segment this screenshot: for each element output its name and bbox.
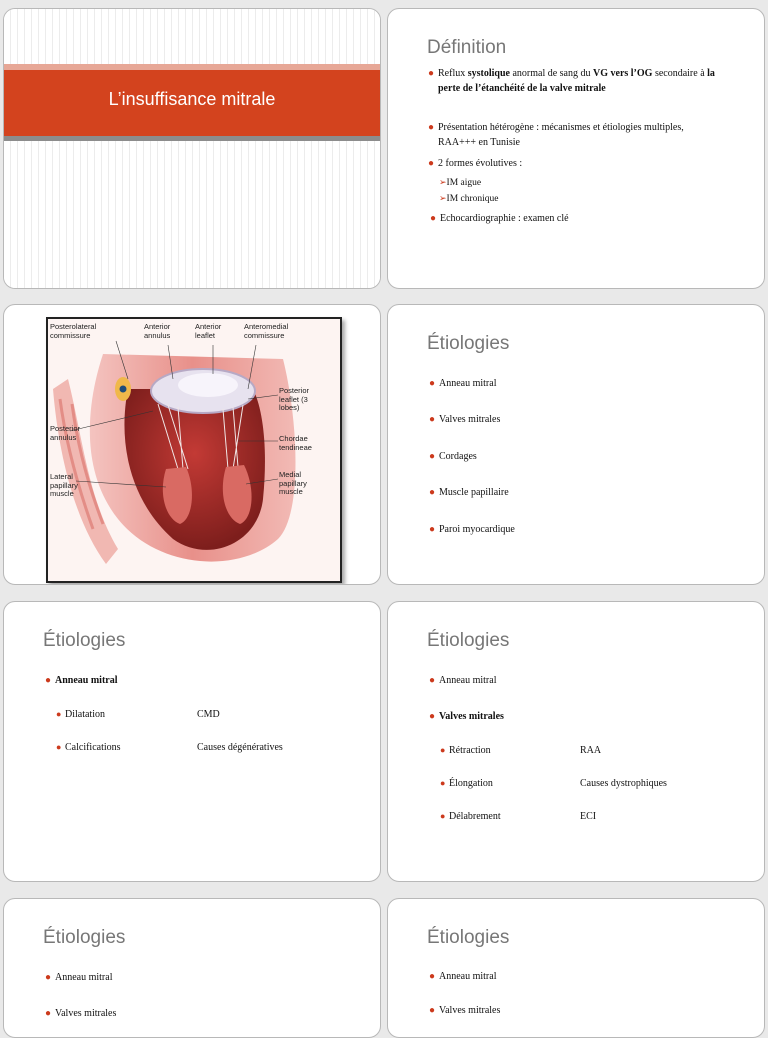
bullet-reflux: ● Reflux systolique anormal de sang du VG vers l’OG secondaire à la perte de l’étanchéité de la valve mitrale: [428, 68, 715, 94]
slide-heading: Définition: [427, 37, 507, 58]
list-item: ● Cordages: [439, 450, 477, 465]
list-item: ● Valves mitrales: [439, 413, 500, 428]
cause-raa: RAA: [580, 745, 602, 756]
sub-item-delabrement: ● Délabrement: [440, 811, 501, 822]
list-item: ● Anneau mitral: [439, 377, 496, 392]
slide-etiologies-7[interactable]: [3, 898, 381, 1038]
arrow-icon: ➢: [439, 177, 447, 187]
bullet-icon: ●: [429, 711, 436, 722]
bullet-icon: ●: [440, 811, 446, 821]
sub-item-calcifications: ● Calcifications: [56, 742, 121, 753]
list-item: ● Anneau mitral: [55, 971, 112, 986]
label-anteromedial-commissure: Anteromedial commissure: [244, 322, 289, 340]
bullet-icon: ●: [428, 158, 435, 169]
slide-etiologies-valves[interactable]: [387, 601, 765, 882]
label-anterior-leaflet: Anterior leaflet: [195, 322, 222, 340]
slide-heading: Étiologies: [427, 333, 510, 354]
bullet-formes: ● 2 formes évolutives :: [438, 157, 522, 172]
sub-item-dilatation: ● Dilatation: [56, 709, 105, 720]
list-item: ● Paroi myocardique: [439, 523, 515, 538]
bullet-icon: ●: [429, 524, 436, 535]
cause-degeneratives: Causes dégénératives: [197, 742, 283, 753]
slide-anatomy[interactable]: [3, 304, 381, 585]
bullet-icon: ●: [429, 451, 436, 462]
bullet-presentation: ● Présentation hétérogène : mécanismes et étiologies multiples, RAA+++ en Tunisie: [428, 122, 684, 148]
slide-heading: Étiologies: [43, 630, 126, 651]
cause-eci: ECI: [580, 811, 597, 822]
slide-heading: Étiologies: [427, 927, 510, 948]
bullet-icon: ●: [428, 68, 435, 79]
bullet-echo: ● Echocardiographie : examen clé: [440, 212, 569, 227]
sub-item-im-aigue: ➢IM aigue: [439, 177, 482, 188]
bullet-icon: ●: [429, 487, 436, 498]
list-item: ● Anneau mitral: [55, 674, 118, 689]
label-chordae-tendineae: Chordae tendineae: [279, 434, 312, 452]
arrow-icon: ➢: [439, 193, 447, 203]
mitral-valve-figure: [46, 317, 342, 583]
bullet-icon: ●: [440, 778, 446, 788]
stripe-background: [4, 9, 380, 288]
slide-definition[interactable]: [387, 8, 765, 289]
list-item: ● Valves mitrales: [439, 710, 504, 725]
cause-cmd: CMD: [197, 709, 220, 720]
sub-item-retraction: ● Rétraction: [440, 745, 491, 756]
bullet-icon: ●: [429, 1005, 436, 1016]
bullet-icon: ●: [56, 742, 62, 752]
slide-heading: Étiologies: [43, 927, 126, 948]
bullet-icon: ●: [45, 972, 52, 983]
bullet-icon: ●: [56, 709, 62, 719]
cause-dystrophiques: Causes dystrophiques: [580, 778, 667, 789]
list-item: ● Muscle papillaire: [439, 486, 509, 501]
label-medial-papillary-muscle: Medial papillary muscle: [279, 470, 307, 497]
slide-etiologies-anneau[interactable]: [3, 601, 381, 882]
slide-heading: Étiologies: [427, 630, 510, 651]
sub-item-elongation: ● Élongation: [440, 778, 493, 789]
bullet-icon: ●: [429, 414, 436, 425]
label-anterior-annulus: Anterior annulus: [144, 322, 171, 340]
list-item: ● Anneau mitral: [439, 970, 496, 985]
sub-item-im-chronique: ➢IM chronique: [439, 193, 499, 204]
bullet-icon: ●: [45, 675, 52, 686]
slide-etiologies-overview[interactable]: [387, 304, 765, 585]
bullet-icon: ●: [429, 971, 436, 982]
label-lateral-papillary-muscle: Lateral papillary muscle: [50, 472, 78, 499]
presentation-title: L’insuffisance mitrale: [108, 89, 276, 109]
label-posterolateral-commissure: Posterolateral commissure: [50, 322, 97, 340]
bullet-icon: ●: [428, 122, 435, 133]
accent-bar-bottom: [4, 136, 380, 141]
slide-etiologies-8[interactable]: [387, 898, 765, 1038]
list-item: ● Anneau mitral: [439, 674, 496, 689]
bullet-icon: ●: [429, 675, 436, 686]
label-posterior-leaflet: Posterior leaflet (3 lobes): [279, 386, 310, 413]
bullet-icon: ●: [45, 1008, 52, 1019]
list-item: ● Valves mitrales: [55, 1007, 116, 1022]
slide-title[interactable]: [3, 8, 381, 289]
list-item: ● Valves mitrales: [439, 1004, 500, 1019]
bullet-icon: ●: [430, 213, 437, 224]
label-posterior-annulus: Posterior annulus: [50, 424, 81, 442]
bullet-icon: ●: [429, 378, 436, 389]
bullet-icon: ●: [440, 745, 446, 755]
